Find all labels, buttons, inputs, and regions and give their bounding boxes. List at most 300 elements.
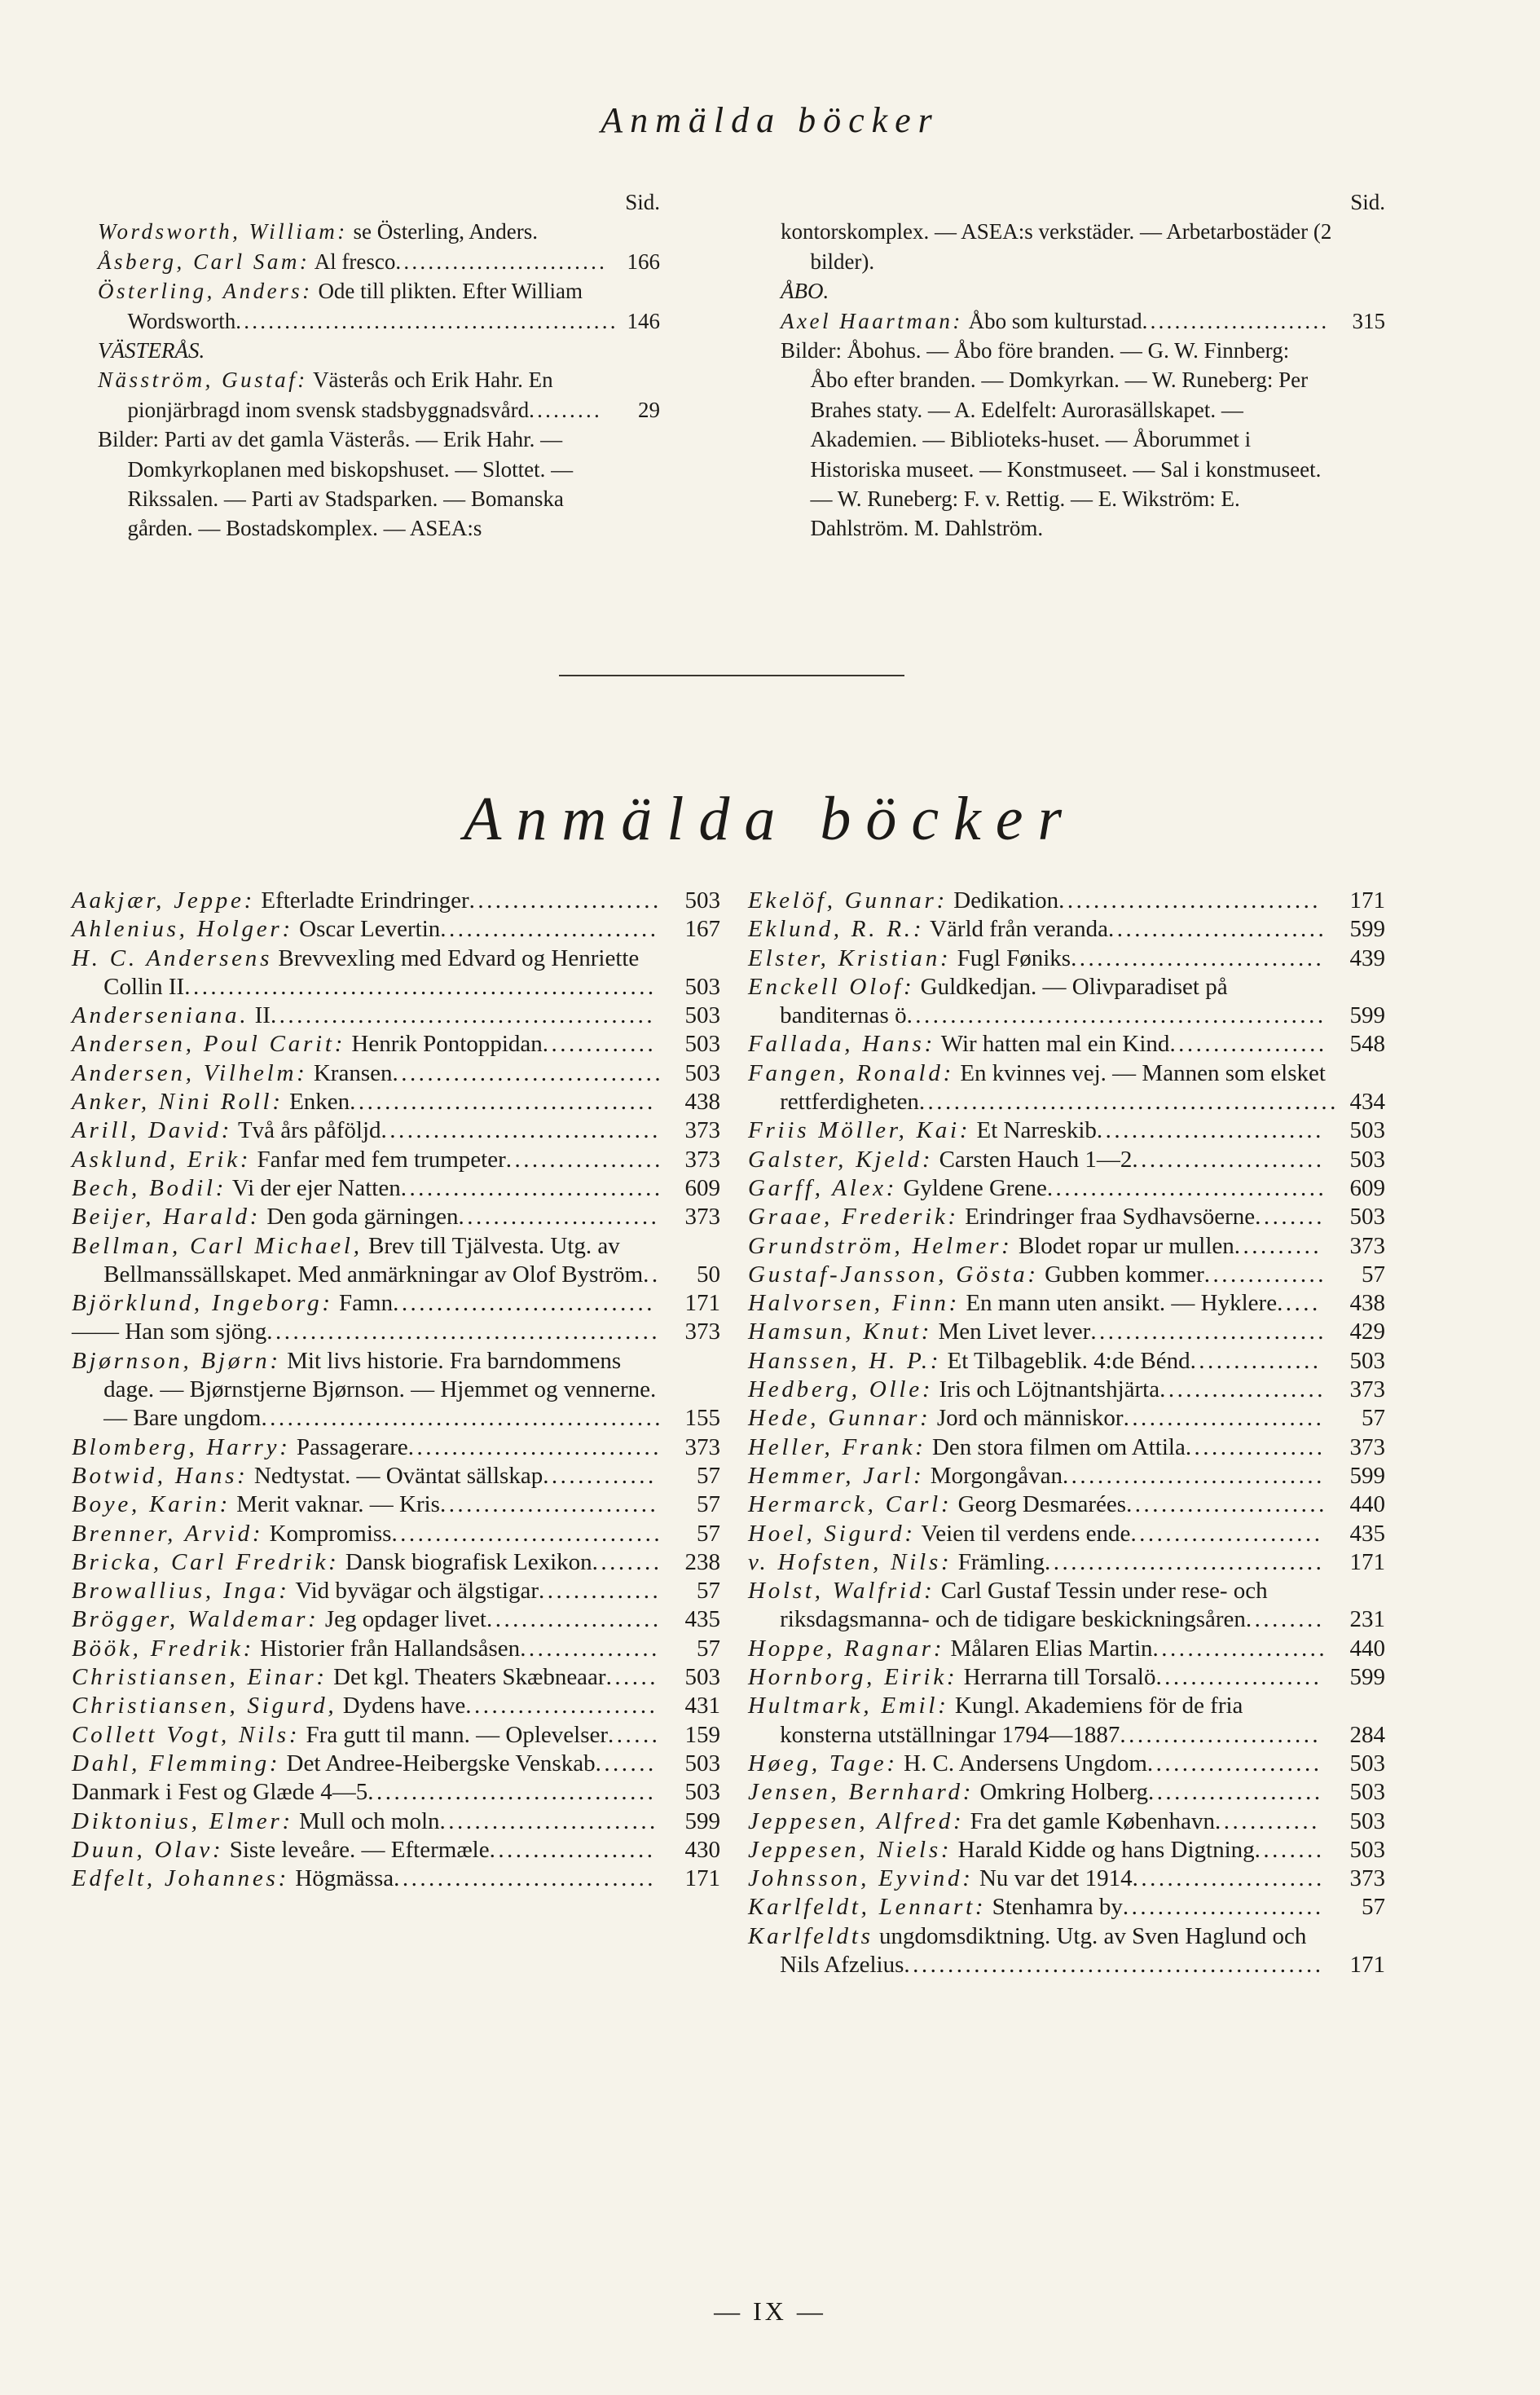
leader-dots: ......................... [439,1491,659,1518]
entry-author: Ahlenius, Holger: [72,916,293,943]
page-ref: 599 [684,1807,720,1834]
entry-author: Bjørnson, Bjørn: [72,1347,281,1374]
page-ref: 548 [1349,1031,1385,1058]
entry-list [98,217,660,543]
page-ref: 171 [1349,1548,1385,1575]
index-entry [748,1232,1385,1261]
page-ref: 57 [1362,1405,1385,1432]
index-entry [72,1548,720,1577]
entry-list [72,887,720,1893]
page-ref: 609 [1349,1174,1385,1201]
entry-author: Collett Vogt, Nils: [72,1721,301,1748]
entry-author: Jensen, Bernhard: [748,1779,975,1806]
section-title-top: Anmälda böcker [601,100,939,140]
page-ref: 57 [697,1491,720,1518]
index-entry [72,1002,720,1030]
index-entry [748,1030,1385,1059]
page-ref: 373 [684,1117,720,1144]
entry-author: Elster, Kristian: [748,944,952,971]
entry-title: Fugl Føniks [957,944,1071,971]
entry-author: Christiansen, Sigurd, [72,1693,337,1719]
entry-author: Andersen, Poul Carit: [72,1031,346,1058]
entry-title: Brevvexling med Edvard og Henriette Collin II [103,944,640,1000]
leader-dots: ............................................. [266,1319,661,1345]
entry-author: Boye, Karin: [72,1491,231,1518]
entry-author: Hede, Gunnar: [748,1405,931,1432]
entry-title: Fra det gamle København [970,1807,1216,1834]
entry-title: Gyldene Grene [903,1174,1047,1201]
page-ref: 503 [1349,1204,1385,1231]
entry-author: Hornborg, Eirik: [748,1664,958,1691]
entry-title: Danmark i Fest og Glæde 4—5 [72,1779,368,1806]
leader-dots: ........................... [1090,1319,1327,1345]
page-ref: 231 [1349,1606,1385,1633]
entry-title: Kransen [313,1059,393,1086]
index-entry [72,1807,720,1836]
page-ref: 315 [1352,308,1385,333]
leader-dots: ....................... [1122,1894,1324,1921]
entry-author: Eklund, R. R.: [748,916,925,943]
entry-title: En kvinnes vej. — Mannen som elsket rettferdigheten [780,1059,1326,1116]
index-entry [72,1030,720,1059]
sid-header: Sid. [1350,190,1385,214]
page-ref: 373 [1349,1865,1385,1892]
index-entry [72,1203,720,1231]
entry-title: Guldkedjan. — Olivparadiset på banditernas ö [780,973,1228,1029]
entry-title: Brev till Tjälvesta. Utg. av Bellmanssällskapet. Med anmärkningar av Olof Byström [103,1232,644,1288]
page-ref: 503 [1349,1779,1385,1806]
leader-dots: ............................. [1071,944,1325,971]
index-entry [748,1462,1385,1490]
entry-title: Carl Gustaf Tessin under rese- och riksdagsmanna- och de tidigare beskickningsåren [780,1578,1268,1633]
entry-author: Fangen, Ronald: [748,1059,955,1086]
leader-dots: .............................. [393,1290,655,1317]
entry-author: Hanssen, H. P.: [748,1347,942,1374]
entry-author: Karlfeldt, Lennart: [748,1894,987,1921]
entry-title: Omkring Holberg [979,1779,1148,1806]
entry-title: Passagerare [296,1433,408,1460]
entry-author: Dahl, Flemming: [72,1750,281,1776]
leader-dots: ............................................... [235,308,618,333]
index-entry [748,1490,1385,1519]
entry-title: Det Andree-Heibergske Venskab [286,1750,596,1776]
page-ref: 284 [1349,1721,1385,1748]
index-entry [72,1520,720,1548]
index-entry [781,336,1385,544]
leader-dots: .. [643,1261,661,1288]
page-ref: 373 [1349,1433,1385,1460]
entry-title: Oscar Levertin [299,916,441,943]
page-ref: 599 [1349,1664,1385,1691]
leader-dots: .......... [1234,1232,1322,1259]
entry-title: Åbo som kulturstad [968,308,1142,333]
page-ref: 503 [684,973,720,1000]
entry-title: Mull och moln [299,1807,440,1834]
page-ref: 435 [684,1606,720,1633]
top-left-column [98,187,660,544]
entry-author: Heller, Frank: [748,1433,926,1460]
index-entry [72,915,720,944]
entry-author: Duun, Olav: [72,1836,224,1863]
leader-dots: ....................... [1126,1491,1327,1518]
entry-title: Morgongåvan [930,1462,1063,1489]
leader-dots: ............ [1215,1807,1320,1834]
entry-author: Hultmark, Emil: [748,1693,949,1719]
entry-author: Hoppe, Ragnar: [748,1635,945,1662]
leader-dots: ............. [542,1031,657,1058]
index-entry [72,1174,720,1203]
index-entry [72,1462,720,1490]
leader-dots: ................................. [367,1779,657,1806]
entry-title: Vid byvägar och älgstigar [295,1578,539,1605]
leader-dots: ................................................ [918,1089,1339,1116]
entry-title: Kompromiss [269,1520,392,1547]
index-entry [748,1836,1385,1864]
leader-dots: ................................................ [906,1002,1327,1029]
index-entry [748,1174,1385,1203]
entry-author: Diktonius, Elmer: [72,1807,293,1834]
entry-author: Høeg, Tage: [748,1750,898,1776]
index-entry [748,944,1385,973]
index-entry [748,1318,1385,1346]
leader-dots: ......................... [439,1807,658,1834]
entry-author: Grundström, Helmer: [748,1232,1013,1259]
index-entry [72,1663,720,1692]
leader-dots: ........ [1255,1204,1325,1231]
leader-dots: ............................................ [270,1002,656,1029]
index-entry [748,1261,1385,1289]
entry-title: En mann uten ansikt. — Hyklere [966,1290,1278,1317]
section-title-main: Anmälda böcker [463,785,1077,853]
page-ref: 503 [684,1779,720,1806]
page-ref: 373 [684,1433,720,1460]
entry-author: Bricka, Carl Fredrik: [72,1548,340,1575]
leader-dots: ......... [1245,1606,1325,1633]
leader-dots: ................................................ [904,1951,1324,1978]
leader-dots: ...................... [1130,1520,1323,1547]
index-entry [748,1520,1385,1548]
entry-author: Browallius, Inga: [72,1578,290,1605]
entry-author: Björklund, Ingeborg: [72,1290,333,1317]
leader-dots: ......................... [440,916,659,943]
leader-dots: ............. [543,1462,657,1489]
index-entry [72,1635,720,1663]
leader-dots: ...................... [1132,1865,1325,1892]
page-ref: 503 [1349,1146,1385,1173]
leader-dots: ................... [1155,1664,1322,1691]
entry-author: v. Hofsten, Nils: [748,1548,953,1575]
page-ref: 503 [684,1664,720,1691]
index-entry [748,1116,1385,1145]
page-ref: 57 [697,1520,720,1547]
index-entry [72,1836,720,1864]
page-ref: 440 [1349,1491,1385,1518]
entry-title: ungdomsdiktning. Utg. av Sven Haglund och Nils Afzelius [780,1922,1307,1978]
leader-dots: .............. [1203,1261,1327,1288]
page-ref: 429 [1349,1319,1385,1345]
index-entry [72,1605,720,1634]
index-entry [748,1864,1385,1893]
entry-title: Målaren Elias Martin [950,1635,1153,1662]
page-ref: 155 [684,1405,720,1432]
entry-title: Et Narreskib [976,1117,1097,1144]
leader-dots: ............................. [407,1433,662,1460]
entry-title: Nedtystat. — Oväntat sällskap [253,1462,543,1489]
entry-author: Galster, Kjeld: [748,1146,934,1173]
page-ref: 146 [627,308,660,333]
entry-author: Hedberg, Olle: [748,1376,934,1403]
entry-title: Iris och Löjtnantshjärta [939,1376,1160,1403]
entry-author: Gustaf-Jansson, Gösta: [748,1261,1039,1288]
page-ref: 57 [697,1578,720,1605]
page-ref: 503 [684,1059,720,1086]
index-entry [748,1548,1385,1577]
entry-author: Åsberg, Carl Sam: [98,249,310,274]
index-entry [72,944,720,1002]
main-right-column [748,887,1385,1979]
leader-dots: .............. [539,1578,662,1605]
entry-title: Fra gutt til mann. — Oplevelser [306,1721,609,1748]
index-entry [72,1778,720,1807]
page-ref: 503 [684,1002,720,1029]
index-entry [72,1347,720,1433]
entry-title: se Österling, Anders. [353,219,538,244]
entry-title: Jeg opdager livet [324,1606,486,1633]
index-entry [72,1864,720,1893]
entry-title: Efterladte Erindringer [261,887,469,914]
entry-author: Jeppesen, Niels: [748,1836,953,1863]
page-ref: 503 [1349,1836,1385,1863]
index-entry [72,1721,720,1750]
index-entry [748,1922,1385,1980]
entry-title: Dansk biografisk Lexikon [345,1548,592,1575]
leader-dots: ...................................................... [184,973,657,1000]
page-ref: 171 [1349,1951,1385,1978]
page-ref: 29 [638,397,660,422]
leader-dots: ....... [595,1750,657,1776]
page-ref: 373 [684,1204,720,1231]
page-ref: 373 [1349,1376,1385,1403]
page-ref: 503 [684,1750,720,1776]
entry-author: Jeppesen, Alfred: [748,1807,965,1834]
index-entry [748,1663,1385,1692]
leader-dots: ............................... [392,1059,664,1086]
index-entry [72,1088,720,1116]
entry-author: Bech, Bodil: [72,1174,227,1201]
main-left-column [72,887,720,1893]
entry-title: Famn [339,1290,394,1317]
page-ref: 439 [1349,944,1385,971]
leader-dots: ................... [489,1836,656,1863]
entry-author: Friis Möller, Kai: [748,1117,971,1144]
leader-dots: ....................... [458,1204,660,1231]
index-entry [72,1116,720,1145]
entry-author: Näsström, Gustaf: [98,368,308,393]
entry-title: Merit vaknar. — Kris [236,1491,440,1518]
leader-dots: .............................. [1062,1462,1325,1489]
leader-dots: ....................... [1123,1405,1325,1432]
leader-dots: ................................... [350,1089,656,1116]
entry-author: Anderseniana. [72,1002,249,1029]
entry-title: II [254,1002,271,1029]
page-ref: 167 [684,916,720,943]
entry-title: Carsten Hauch 1—2 [939,1146,1133,1173]
entry-title: Siste leveåre. — Eftermæle [229,1836,490,1863]
index-entry [72,1577,720,1605]
entry-title: Al fresco [314,249,396,274]
leader-dots: ....................... [1120,1721,1322,1748]
leader-dots: ........ [1254,1836,1325,1863]
leader-dots: ...... [605,1664,658,1691]
index-entry [748,1750,1385,1778]
index-entry [748,1635,1385,1663]
page-ref: 159 [684,1721,720,1748]
index-entry [72,1146,720,1174]
page-ref: 503 [1349,1347,1385,1374]
entry-title: Blodet ropar ur mullen [1018,1232,1234,1259]
leader-dots: .................. [505,1146,663,1173]
entry-title: Dydens have [342,1693,466,1719]
entry-title: Den stora filmen om Attila [931,1433,1186,1460]
leader-dots: ............... [1190,1347,1322,1374]
entry-title: Främling [957,1548,1045,1575]
page-ref: 440 [1349,1635,1385,1662]
page-ref: 166 [627,249,660,274]
page-ref: 434 [1349,1089,1385,1116]
page-ref: 503 [1349,1750,1385,1776]
entry-title: kontorskomplex. — ASEA:s verkstäder. — Arbetarbostäder (2 bilder). [781,219,1332,274]
leader-dots: ................ [520,1635,660,1662]
entry-author: Christiansen, Einar: [72,1664,328,1691]
leader-dots: ...................... [465,1693,658,1719]
leader-dots: ........ [592,1548,662,1575]
entry-title: Vi der ejer Natten [231,1174,401,1201]
page-ref: 609 [684,1174,720,1201]
entry-author: Garff, Alex: [748,1174,898,1201]
entry-title: Enken [289,1089,350,1116]
index-entry [72,1692,720,1720]
entry-author: Hermarck, Carl: [748,1491,953,1518]
entry-list [781,217,1385,543]
index-entry [748,1692,1385,1750]
index-entry [748,1433,1385,1462]
entry-title: Historier från Hallandsåsen [260,1635,521,1662]
entry-title: Två års påföljd [237,1117,381,1144]
entry-author: Wordsworth, William: [98,219,348,244]
entry-author: Blomberg, Harry: [72,1433,291,1460]
entry-title: Erindringer fraa Sydhavsöerne [965,1204,1256,1231]
entry-title: Veien til verdens ende [921,1520,1131,1547]
index-entry [748,1203,1385,1231]
entry-title: —— Han som sjöng [72,1319,267,1345]
entry-title: H. C. Andersens Ungdom [904,1750,1147,1776]
entry-title: Stenhamra by [992,1894,1123,1921]
index-entry [748,1778,1385,1807]
index-entry [748,973,1385,1031]
entry-title: Herrarna till Torsalö [963,1664,1156,1691]
entry-author: Brenner, Arvid: [72,1520,264,1547]
entry-author: Axel Haartman: [781,308,963,333]
entry-author: Johnsson, Eyvind: [748,1865,974,1892]
page-ref: 238 [684,1548,720,1575]
index-entry [748,915,1385,944]
entry-title: Mit livs historie. Fra barndommens dage. — Bjørnstjerne Bjørnson. — Hjemmet og vennerne. — Bare ungdom [103,1347,657,1432]
index-entry [748,1807,1385,1836]
sid-header: Sid. [625,190,660,214]
entry-title: Bilder: Parti av det gamla Västerås. — Erik Hahr. — Domkyrkoplanen med biskopshuset. — Slottet. — Rikssalen. — Parti av Stadsparken. — Bomanska gården. — Bostadskomplex. — ASEA:s [98,427,574,541]
leader-dots: ...................... [1132,1146,1325,1173]
leader-dots: ................... [1159,1376,1326,1403]
entry-title: Men Livet lever [938,1319,1091,1345]
entry-author: Beijer, Harald: [72,1204,262,1231]
leader-dots: .................... [1147,1779,1323,1806]
leader-dots: ................................ [1046,1174,1327,1201]
page-ref: 50 [697,1261,720,1288]
entry-author: Aakjær, Jeppe: [72,887,256,914]
entry-author: Edfelt, Johannes: [72,1865,290,1892]
page-ref: 599 [1349,1462,1385,1489]
index-entry [72,1433,720,1462]
entry-title: Henrik Pontoppidan [351,1031,543,1058]
divider-rule [559,675,904,676]
index-entry [98,365,660,425]
entry-title: Värld från veranda [930,916,1108,943]
index-entry [98,276,660,336]
entry-author: Graae, Frederik: [748,1204,959,1231]
entry-author: Böök, Fredrik: [72,1635,255,1662]
page-ref: 431 [684,1693,720,1719]
index-entry [72,1059,720,1088]
index-entry [72,1490,720,1519]
page-ref: 599 [1349,916,1385,943]
entry-author: Enckell Olof: [748,973,915,1000]
entry-title: Kungl. Akademiens för de fria konsterna utställningar 1794—1887 [780,1693,1243,1748]
index-entry [98,217,660,246]
entry-author: Bellman, Carl Michael, [72,1232,363,1259]
entry-title: Ode till plikten. Efter William Wordsworth [127,279,583,333]
entry-author: Arill, David: [72,1117,233,1144]
entry-title: Fanfar med fem trumpeter [257,1146,506,1173]
page-ref: 57 [1362,1894,1385,1921]
leader-dots: .............................. [1058,887,1322,914]
entry-title: Västerås och Erik Hahr. En pionjärbragd inom svensk stadsbyggnadsvård [127,368,553,422]
index-entry [748,1146,1385,1174]
page-ref: 57 [697,1635,720,1662]
entry-author: Karlfeldts [748,1922,873,1949]
page-ref: 503 [1349,1807,1385,1834]
leader-dots: .............................. [400,1174,663,1201]
index-entry [72,1750,720,1778]
page-ref: 430 [684,1836,720,1863]
entry-title: Jord och människor [936,1405,1124,1432]
index-entry [748,1893,1385,1922]
page-ref: 373 [684,1319,720,1345]
page-ref: 503 [684,887,720,914]
entry-title: Gubben kommer [1045,1261,1204,1288]
entry-author: Holst, Walfrid: [748,1578,935,1605]
leader-dots: ......................... [1108,916,1327,943]
page-ref: 503 [684,1031,720,1058]
leader-dots: ..... [1277,1290,1321,1317]
entry-author: Asklund, Erik: [72,1146,252,1173]
leader-dots: ................................ [1045,1548,1325,1575]
leader-dots: .......................... [1096,1117,1324,1144]
entry-author: Botwid, Hans: [72,1462,249,1489]
top-right-column [781,187,1385,544]
leader-dots: ....................... [1142,308,1330,333]
entry-list [748,887,1385,1979]
index-entry [748,1059,1385,1117]
